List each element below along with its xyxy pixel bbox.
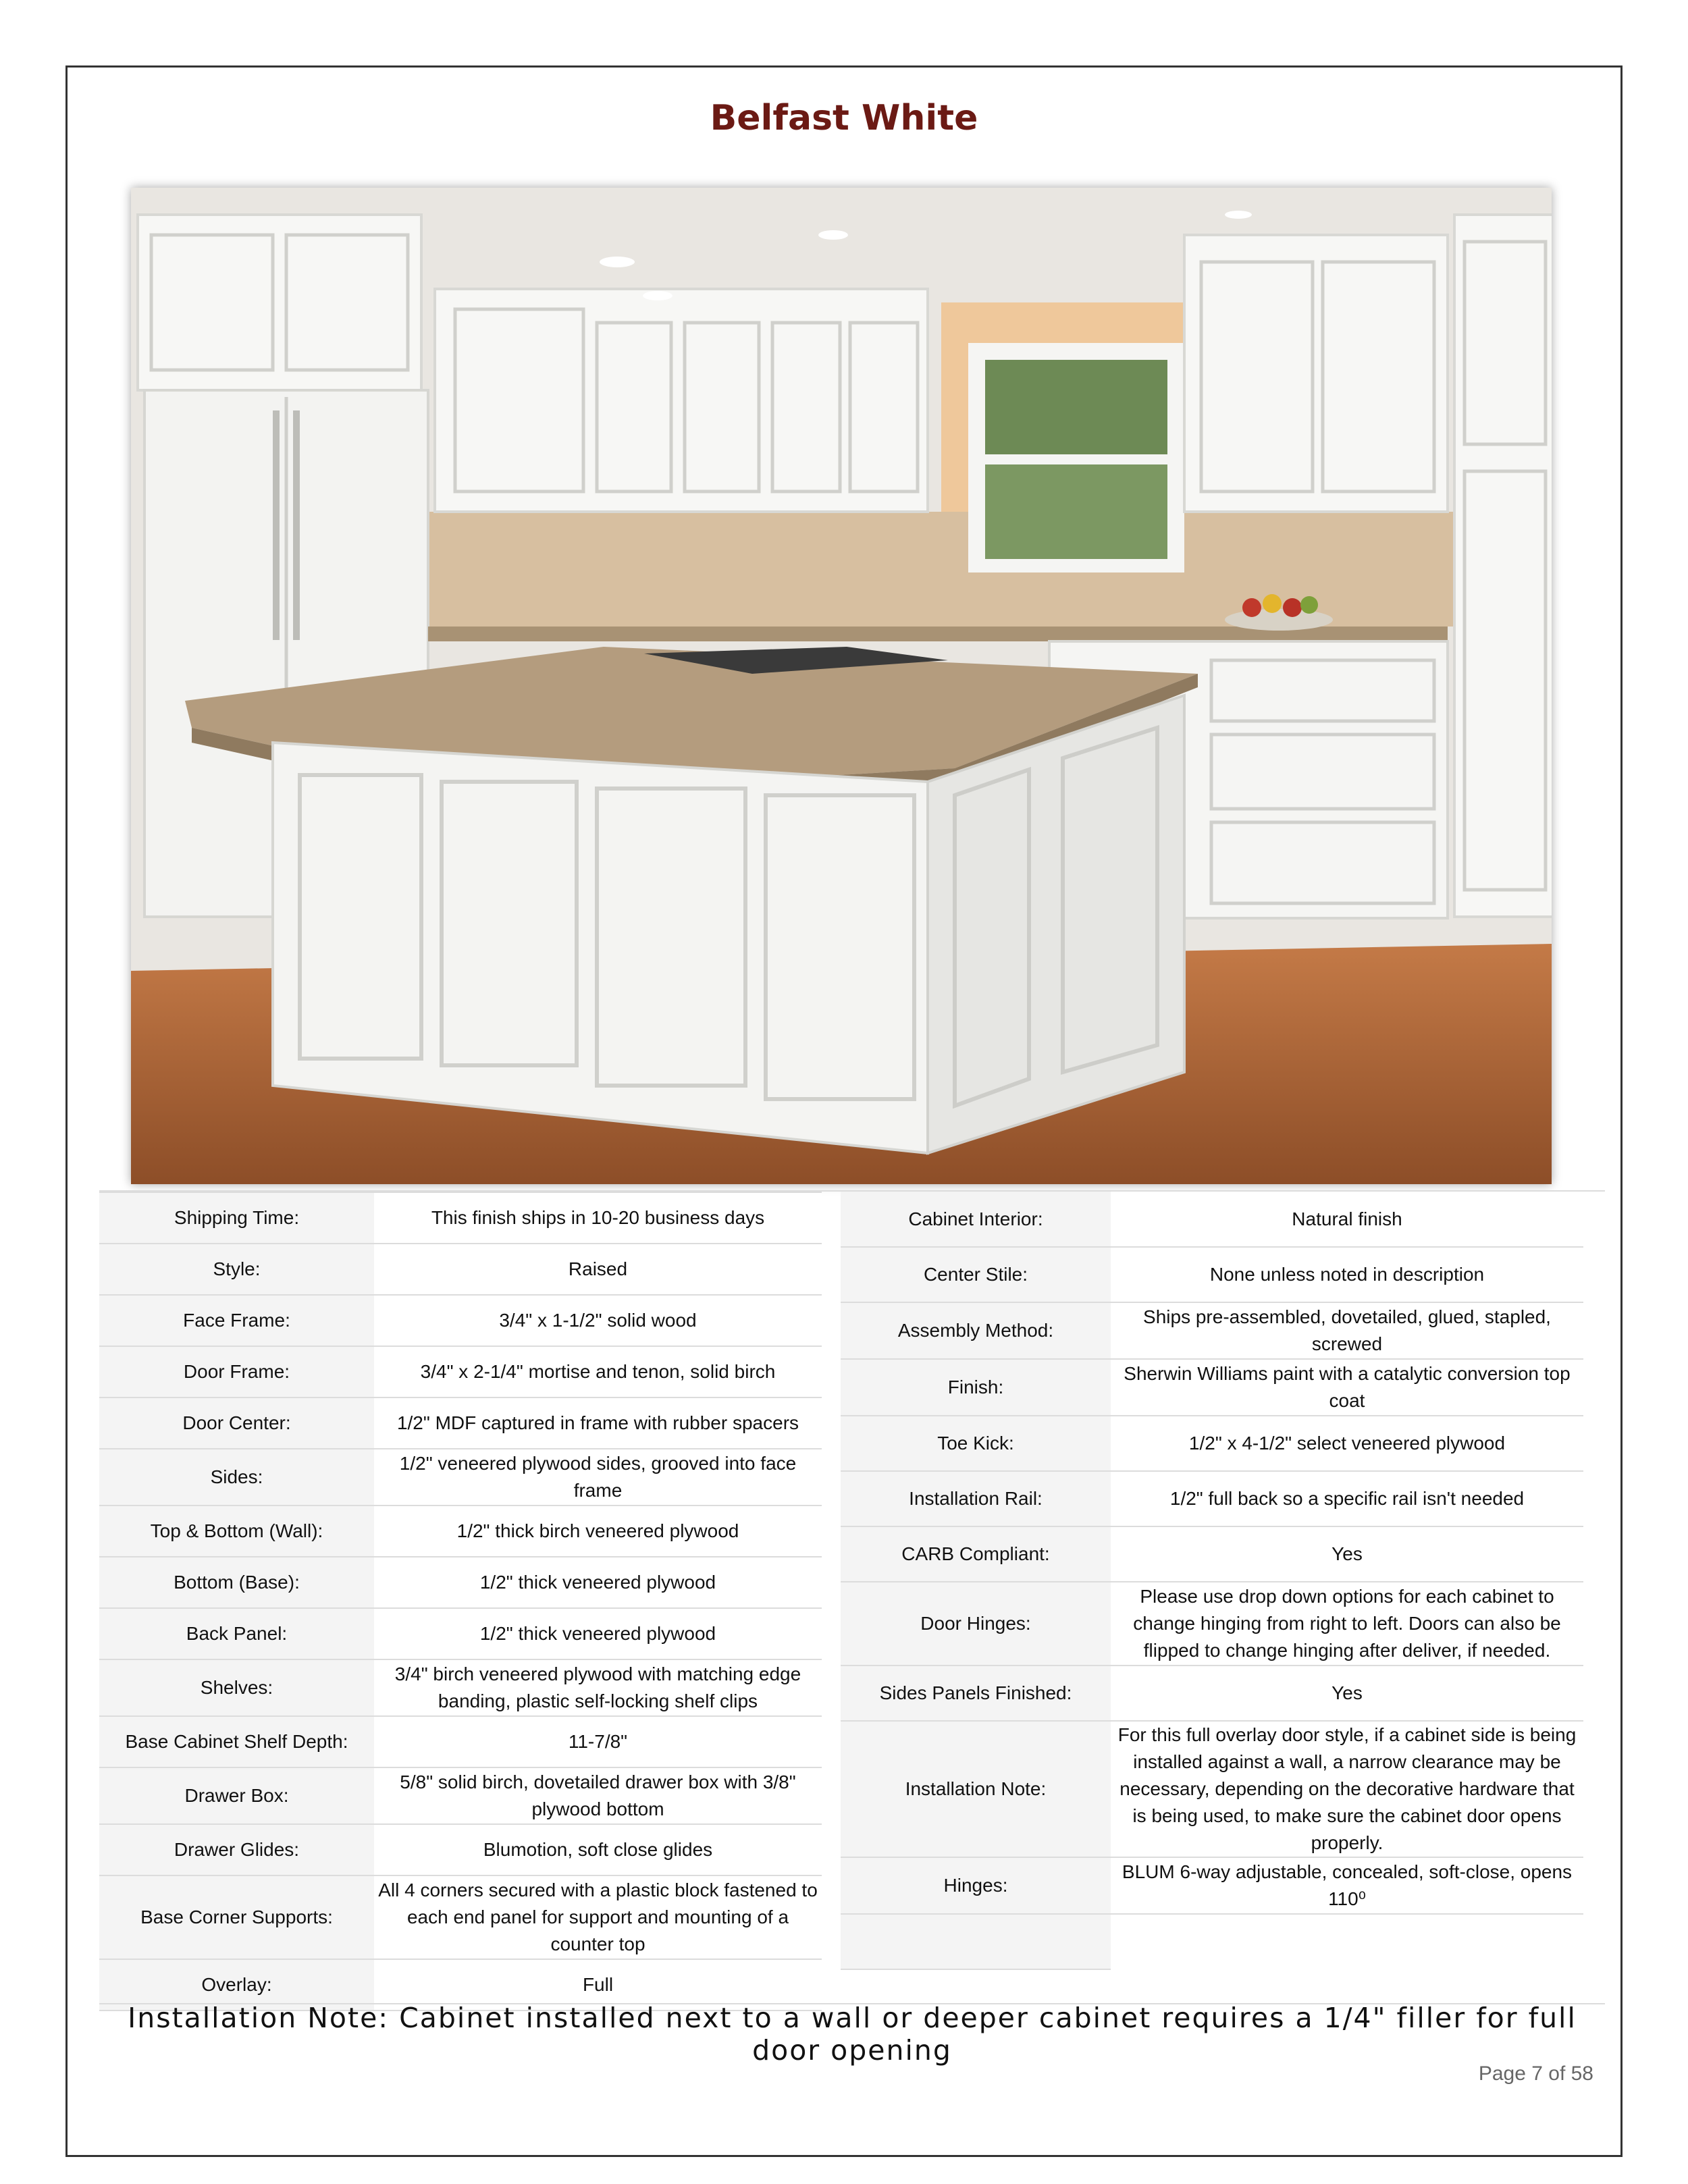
spec-value: Raised [374, 1244, 822, 1295]
table-row [99, 1506, 822, 1557]
spec-label: Shelves: [99, 1659, 374, 1716]
table-row [841, 1526, 1583, 1582]
table-row [99, 1295, 822, 1346]
spec-value: 1/2" veneered plywood sides, grooved into face frame [374, 1449, 822, 1506]
page-title: Belfast White [710, 98, 978, 138]
spec-label: Assembly Method: [841, 1302, 1111, 1359]
spec-value: 5/8" solid birch, dovetailed drawer box with 3/8" plywood bottom [374, 1767, 822, 1824]
spec-label: Drawer Glides: [99, 1824, 374, 1875]
table-row [841, 1666, 1583, 1721]
spec-label: Base Cabinet Shelf Depth: [99, 1716, 374, 1767]
table-row [841, 1914, 1583, 1969]
spec-label: Face Frame: [99, 1295, 374, 1346]
spec-value: 3/4" x 2-1/4" mortise and tenon, solid birch [374, 1346, 822, 1397]
table-row [99, 1244, 822, 1295]
spec-label: Center Stile: [841, 1247, 1111, 1302]
spec-label: CARB Compliant: [841, 1526, 1111, 1582]
kitchen-photo [131, 188, 1552, 1184]
spec-value: 1/2" MDF captured in frame with rubber spacers [374, 1397, 822, 1449]
spec-value: None unless noted in description [1111, 1247, 1583, 1302]
table-row [841, 1471, 1583, 1526]
spec-value [1111, 1914, 1583, 1969]
spec-label: Drawer Box: [99, 1767, 374, 1824]
spec-value: Please use drop down options for each cabinet to change hinging from right to left. Doors can also be flipped to change hinging after deliver, if needed. [1111, 1582, 1583, 1666]
spec-value: 1/2" x 4-1/2" select veneered plywood [1111, 1416, 1583, 1471]
table-row [841, 1721, 1583, 1857]
table-row [99, 1192, 822, 1244]
spec-value: Full [374, 1959, 822, 2010]
spec-label: Hinges: [841, 1857, 1111, 1914]
installation-note: Installation Note: Cabinet installed next to a wall or deeper cabinet requires a 1/4" filler for full door opening [128, 2002, 1577, 2067]
spec-label: Sides: [99, 1449, 374, 1506]
spec-label: Shipping Time: [99, 1192, 374, 1244]
spec-value: 1/2" full back so a specific rail isn't needed [1111, 1471, 1583, 1526]
spec-label: Sides Panels Finished: [841, 1666, 1111, 1721]
spec-label: Door Center: [99, 1397, 374, 1449]
spec-value: Yes [1111, 1666, 1583, 1721]
spec-value: This finish ships in 10-20 business days [374, 1192, 822, 1244]
left-spec-table [99, 1192, 822, 2011]
table-row [99, 1449, 822, 1506]
table-row [841, 1857, 1583, 1914]
spec-value: Blumotion, soft close glides [374, 1824, 822, 1875]
spec-label: Door Hinges: [841, 1582, 1111, 1666]
table-row [841, 1416, 1583, 1471]
spec-label [841, 1914, 1111, 1969]
spec-value: 1/2" thick birch veneered plywood [374, 1506, 822, 1557]
table-row [99, 1875, 822, 1959]
spec-value: 1/2" thick veneered plywood [374, 1608, 822, 1659]
spec-value: BLUM 6-way adjustable, concealed, soft-close, opens 110⁰ [1111, 1857, 1583, 1914]
spec-label: Top & Bottom (Wall): [99, 1506, 374, 1557]
spec-label: Overlay: [99, 1959, 374, 2010]
spec-value: 11-7/8" [374, 1716, 822, 1767]
table-row [99, 1659, 822, 1716]
table-row [841, 1192, 1583, 1247]
table-row [841, 1247, 1583, 1302]
page-number: Page 7 of 58 [1478, 2062, 1593, 2085]
spec-value: 3/4" birch veneered plywood with matching edge banding, plastic self-locking shelf clips [374, 1659, 822, 1716]
table-row [99, 1767, 822, 1824]
spec-value: Ships pre-assembled, dovetailed, glued, stapled, screwed [1111, 1302, 1583, 1359]
spec-label: Base Corner Supports: [99, 1875, 374, 1959]
right-spec-table [841, 1192, 1583, 1970]
spec-label: Door Frame: [99, 1346, 374, 1397]
spec-label: Style: [99, 1244, 374, 1295]
spec-value: Sherwin Williams paint with a catalytic conversion top coat [1111, 1359, 1583, 1416]
table-row [99, 1608, 822, 1659]
spec-label: Back Panel: [99, 1608, 374, 1659]
table-row [99, 1824, 822, 1875]
table-row [841, 1359, 1583, 1416]
spec-label: Bottom (Base): [99, 1557, 374, 1608]
table-row [99, 1716, 822, 1767]
spec-value: Yes [1111, 1526, 1583, 1582]
spec-value: 3/4" x 1-1/2" solid wood [374, 1295, 822, 1346]
table-row [99, 1397, 822, 1449]
spec-label: Cabinet Interior: [841, 1192, 1111, 1247]
spec-value: 1/2" thick veneered plywood [374, 1557, 822, 1608]
table-row [841, 1302, 1583, 1359]
spec-label: Toe Kick: [841, 1416, 1111, 1471]
spec-value: Natural finish [1111, 1192, 1583, 1247]
spec-value: All 4 corners secured with a plastic block fastened to each end panel for support and mounting of a counter top [374, 1875, 822, 1959]
spec-label: Installation Rail: [841, 1471, 1111, 1526]
table-row [841, 1582, 1583, 1666]
spec-label: Installation Note: [841, 1721, 1111, 1857]
spec-value: For this full overlay door style, if a cabinet side is being installed against a wall, a narrow clearance may be necessary, depending on the decorative hardware that is being used, to make sure the cabinet door opens properly. [1111, 1721, 1583, 1857]
spec-label: Finish: [841, 1359, 1111, 1416]
table-row [99, 1557, 822, 1608]
table-row [99, 1346, 822, 1397]
